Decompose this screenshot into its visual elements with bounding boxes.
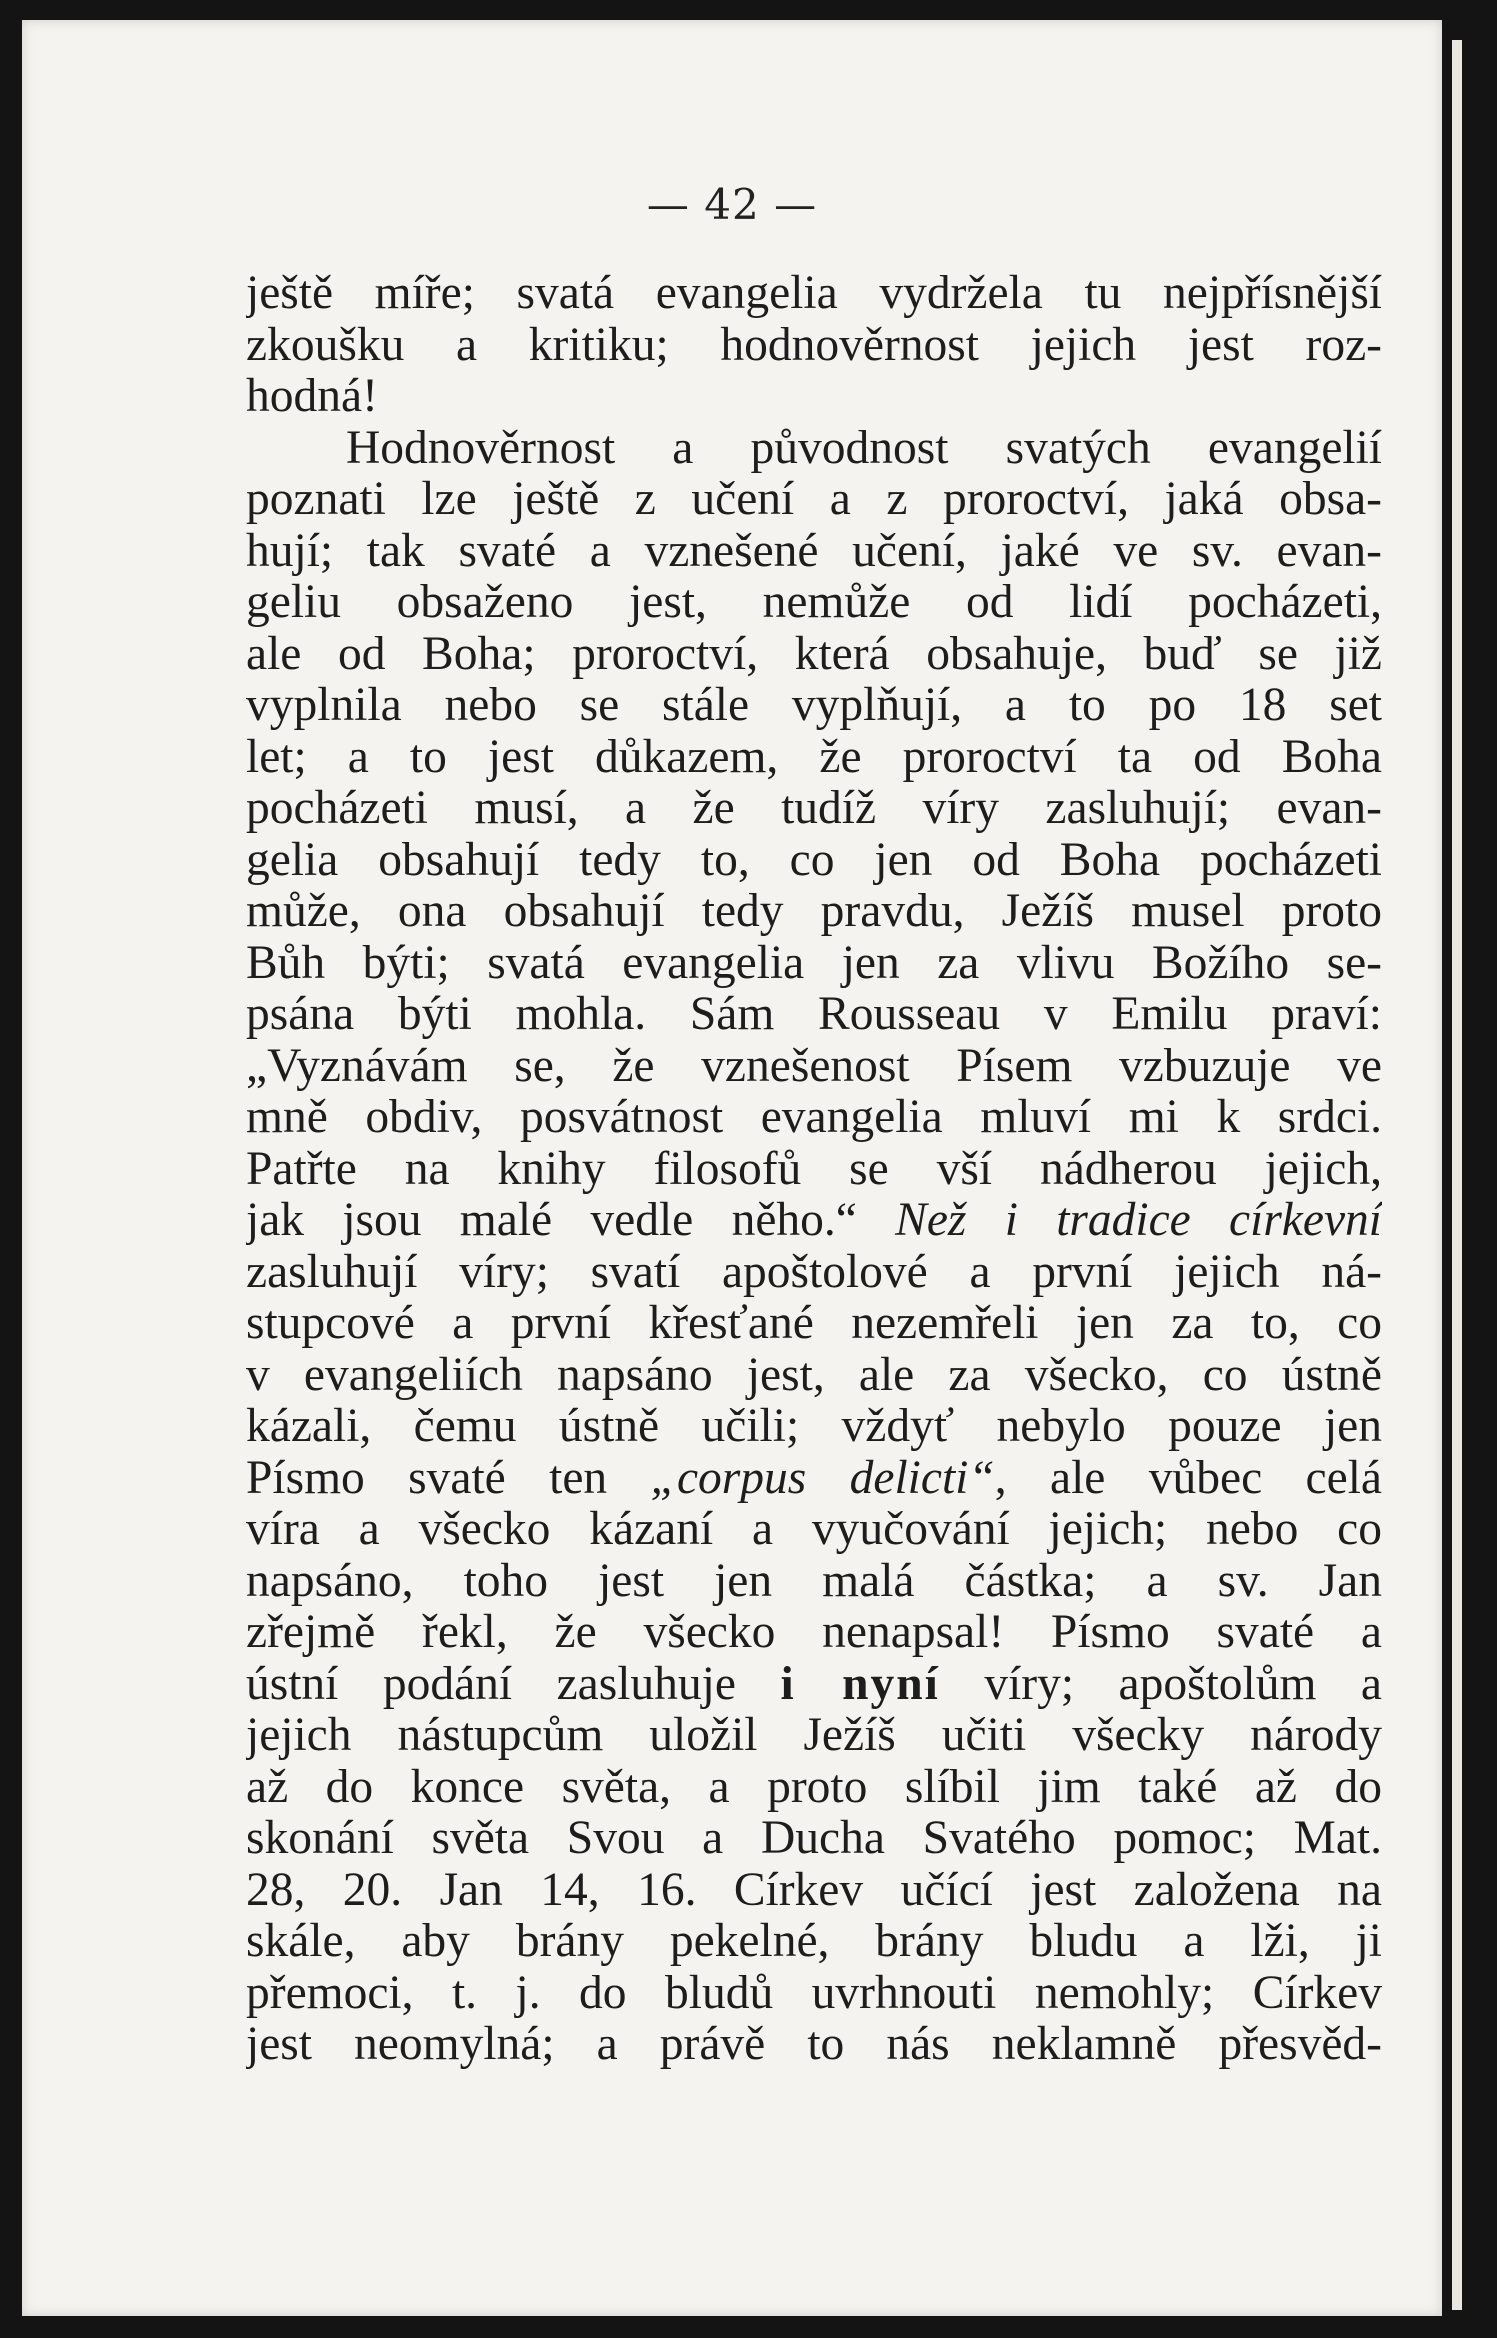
text-segment: Patřte na knihy filosofů se vší nádherou jejich, [246, 1143, 1382, 1195]
text-line [246, 732, 1382, 784]
text-segment: let; a to jest důkazem, že proroctví ta od Boha [246, 731, 1382, 783]
text-segment: skonání světa Svou a Ducha Svatého pomoc; Mat. [246, 1813, 1382, 1864]
text-line [246, 1762, 1382, 1814]
text-segment: kázali, čemu ústně učili; vždyť nebylo pouze jen [246, 1401, 1382, 1452]
text-segment: psána býti mohla. Sám Rousseau v Emilu praví: [246, 989, 1382, 1040]
text-line [246, 320, 1382, 372]
text-line [246, 1607, 1382, 1659]
text-segment: hodná! [246, 371, 378, 422]
text-line [246, 938, 1382, 990]
text-line [246, 680, 1382, 732]
text-segment: hují; tak svaté a vznešené učení, jaké ve sv. evan- [246, 525, 1382, 577]
text-line [246, 1916, 1382, 1968]
text-segment: jejich nástupcům uložil Ježíš učiti všecky národy [246, 1710, 1382, 1761]
text-segment: 28, 20. Jan 14, 16. Církev učící jest založena na [246, 1864, 1382, 1916]
italic-text: Než i tradice církevní [895, 1195, 1382, 1246]
text-segment: jak jsou malé vedle něho.“ [246, 1195, 896, 1246]
text-line [246, 1556, 1382, 1608]
text-segment: gelia obsahují tedy to, co jen od Boha pocházeti [246, 834, 1382, 886]
text-segment: ústní podání zasluhuje [246, 1658, 781, 1710]
text-segment: geliu obsaženo jest, nemůže od lidí pocházeti, [246, 577, 1382, 628]
text-segment: zasluhují víry; svatí apoštolové a první jejich ná- [246, 1246, 1382, 1298]
text-line [246, 783, 1382, 835]
text-line [246, 1504, 1382, 1556]
text-segment: víry; apoštolům a [939, 1658, 1382, 1710]
text-line [246, 1865, 1382, 1917]
text-line [246, 1453, 1382, 1505]
text-line [246, 1247, 1382, 1299]
text-line [246, 1968, 1382, 2020]
text-segment: Písmo svaté ten [246, 1452, 651, 1504]
text-segment: vyplnila nebo se stále vyplňují, a to po 18 set [246, 680, 1382, 731]
text-segment: zkoušku a kritiku; hodnověrnost jejich jest roz- [246, 319, 1382, 371]
text-line [246, 1144, 1382, 1196]
text-segment: skále, aby brány pekelné, brány bludu a lži, ji [246, 1916, 1382, 1967]
text-line [246, 1195, 1382, 1247]
text-segment: v evangeliích napsáno jest, ale za všecko, co ústně [246, 1349, 1382, 1401]
text-line [246, 526, 1382, 578]
text-line [246, 629, 1382, 681]
text-segment: Bůh býti; svatá evangelia jen za vlivu Božího se- [246, 937, 1382, 989]
text-line [246, 1298, 1382, 1350]
text-segment: zřejmě řekl, že všecko nenapsal! Písmo svaté a [246, 1607, 1382, 1658]
body-text [246, 268, 1382, 2071]
page-number: — 42 — [646, 180, 818, 229]
text-line [246, 2019, 1382, 2071]
page-edge [1452, 40, 1462, 2310]
text-segment: může, ona obsahují tedy pravdu, Ježíš musel proto [246, 886, 1382, 937]
text-segment: poznati lze ještě z učení a z proroctví, jaká obsa- [246, 474, 1382, 525]
text-segment: stupcové a první křesťané nezemřeli jen za to, co [246, 1298, 1382, 1349]
text-segment: mně obdiv, posvátnost evangelia mluví mi k srdci. [246, 1092, 1382, 1143]
text-line [246, 371, 1382, 423]
text-segment: pocházeti musí, a že tudíž víry zasluhují; evan- [246, 783, 1382, 834]
text-segment: jest neomylná; a právě to nás neklamně přesvěd- [246, 2019, 1382, 2070]
text-segment: Hodnověrnost a původnost svatých evangelií [346, 422, 1382, 474]
text-line [246, 886, 1382, 938]
text-line [246, 474, 1382, 526]
text-line [246, 1041, 1382, 1093]
text-segment: víra a všecko kázaní a vyučování jejich; nebo co [246, 1504, 1382, 1555]
text-line [246, 1813, 1382, 1865]
text-line [246, 1092, 1382, 1144]
text-line [246, 989, 1382, 1041]
text-line [246, 423, 1382, 475]
text-segment: napsáno, toho jest jen malá částka; a sv. Jan [246, 1555, 1382, 1607]
text-line [246, 1659, 1382, 1711]
text-segment: ale od Boha; proroctví, která obsahuje, buď se již [246, 628, 1382, 680]
text-line [246, 577, 1382, 629]
text-segment: přemoci, t. j. do bludů uvrhnouti nemohly; Církev [246, 1967, 1382, 2019]
italic-text: „corpus delicti“ [650, 1452, 995, 1504]
text-line [246, 1350, 1382, 1402]
text-segment: „Vyznávám se, že vznešenost Písem vzbuzuje ve [246, 1040, 1382, 1092]
text-segment: ještě míře; svatá evangelia vydržela tu nejpřísnější [246, 268, 1382, 319]
text-line [246, 835, 1382, 887]
text-line [246, 268, 1382, 320]
text-line [246, 1710, 1382, 1762]
text-segment: až do konce světa, a proto slíbil jim také až do [246, 1761, 1382, 1813]
text-line [246, 1401, 1382, 1453]
emphasized-text: i nyní [780, 1658, 940, 1710]
text-segment: , ale vůbec celá [994, 1452, 1382, 1504]
